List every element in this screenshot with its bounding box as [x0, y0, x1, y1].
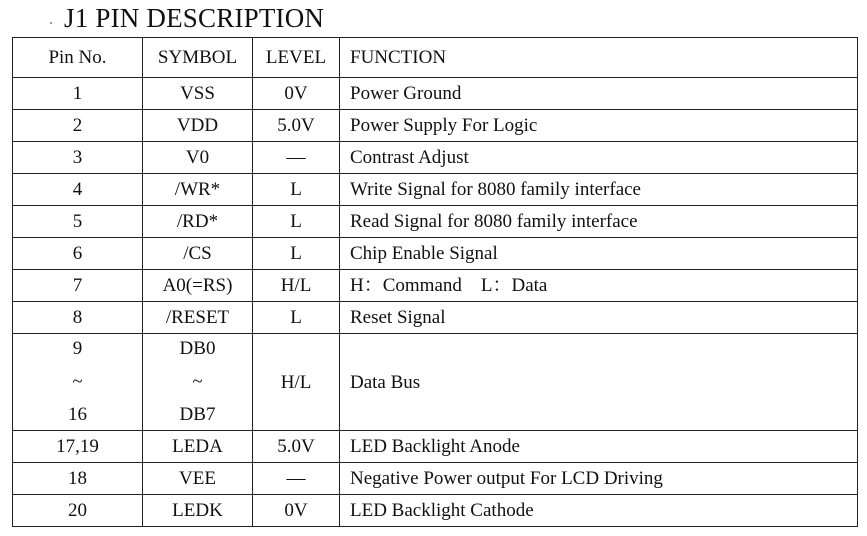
cell-level: H/L	[253, 334, 340, 431]
cell-symbol: /WR*	[143, 174, 253, 206]
cell-pin: 3	[13, 142, 143, 174]
cell-symbol: VEE	[143, 463, 253, 495]
cell-symbol: LEDK	[143, 495, 253, 527]
table-row	[13, 463, 858, 495]
table-header-row	[13, 38, 858, 78]
cell-symbol: VSS	[143, 78, 253, 110]
pin-range-separator: ~	[72, 371, 83, 392]
cell-function: Contrast Adjust	[340, 142, 858, 174]
header-level: LEVEL	[253, 38, 340, 78]
cell-symbol: /CS	[143, 238, 253, 270]
table-row	[13, 270, 858, 302]
cell-pin: 17,19	[13, 431, 143, 463]
cell-pin: 7	[13, 270, 143, 302]
page-title: J1 PIN DESCRIPTION	[64, 3, 325, 33]
cell-function: Negative Power output For LCD Driving	[340, 463, 858, 495]
cell-pin: 5	[13, 206, 143, 238]
cell-level: 5.0V	[253, 431, 340, 463]
cell-symbol-range	[143, 334, 253, 431]
cell-pin: 4	[13, 174, 143, 206]
table-row	[13, 110, 858, 142]
cell-level: 0V	[253, 495, 340, 527]
cell-function: Read Signal for 8080 family interface	[340, 206, 858, 238]
header-pin-no: Pin No.	[13, 38, 143, 78]
header-function: FUNCTION	[340, 38, 858, 78]
pin-range-start: 9	[72, 338, 83, 359]
cell-level: L	[253, 302, 340, 334]
pin-description-table	[12, 37, 858, 527]
table-row	[13, 142, 858, 174]
cell-function: Power Ground	[340, 78, 858, 110]
cell-level: 5.0V	[253, 110, 340, 142]
cell-symbol: VDD	[143, 110, 253, 142]
table-row	[13, 206, 858, 238]
cell-symbol: /RD*	[143, 206, 253, 238]
symbol-range-start: DB0	[179, 338, 216, 359]
table-row	[13, 431, 858, 463]
cell-level: H/L	[253, 270, 340, 302]
cell-pin: 8	[13, 302, 143, 334]
cell-level: L	[253, 206, 340, 238]
cell-level: 0V	[253, 78, 340, 110]
cell-function: Write Signal for 8080 family interface	[340, 174, 858, 206]
title-marker	[50, 22, 52, 24]
cell-function: Reset Signal	[340, 302, 858, 334]
cell-function: H：Command L：Data	[340, 270, 858, 302]
cell-level: L	[253, 238, 340, 270]
cell-function: LED Backlight Anode	[340, 431, 858, 463]
cell-pin-range	[13, 334, 143, 431]
cell-symbol: /RESET	[143, 302, 253, 334]
symbol-range-end: DB7	[179, 404, 216, 425]
cell-level: —	[253, 142, 340, 174]
cell-pin: 18	[13, 463, 143, 495]
cell-function: Chip Enable Signal	[340, 238, 858, 270]
table-row-databus	[13, 334, 858, 431]
cell-pin: 2	[13, 110, 143, 142]
cell-level: —	[253, 463, 340, 495]
header-symbol: SYMBOL	[143, 38, 253, 78]
table-row	[13, 302, 858, 334]
pin-range-end: 16	[68, 404, 87, 425]
table-row	[13, 495, 858, 527]
table-row	[13, 238, 858, 270]
cell-pin: 20	[13, 495, 143, 527]
table-row	[13, 174, 858, 206]
cell-pin: 6	[13, 238, 143, 270]
cell-symbol: V0	[143, 142, 253, 174]
cell-pin: 1	[13, 78, 143, 110]
cell-symbol: LEDA	[143, 431, 253, 463]
table-row	[13, 78, 858, 110]
cell-function: Data Bus	[340, 334, 858, 431]
symbol-range-separator: ~	[192, 371, 203, 392]
cell-function: Power Supply For Logic	[340, 110, 858, 142]
cell-level: L	[253, 174, 340, 206]
cell-symbol: A0(=RS)	[143, 270, 253, 302]
cell-function: LED Backlight Cathode	[340, 495, 858, 527]
